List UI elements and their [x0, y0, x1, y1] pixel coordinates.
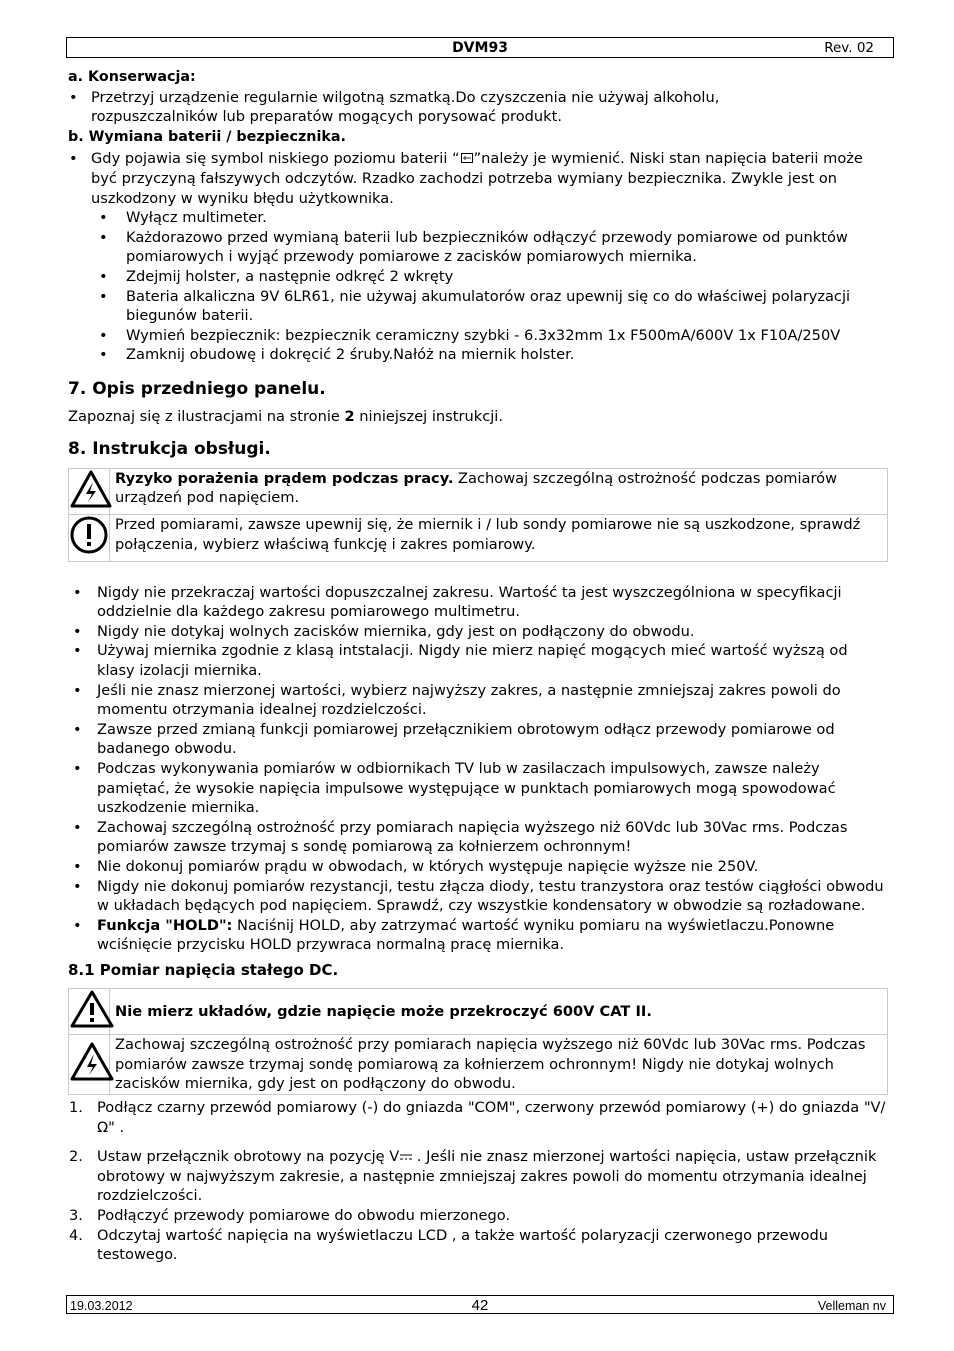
heading-operating-instructions: 8. Instrukcja obsługi.: [68, 438, 271, 459]
list-item: • Każdorazowo przed wymianą baterii lub bezpieczników odłączyć przewody pomiarowe od punktów pomiarowych i wyjąć przewody pomiarowe z zacisków pomiarowych miernika.: [68, 228, 888, 267]
warning-table: Nie mierz układów, gdzie napięcie może przekroczyć 600V CAT II. Zachowaj szczególną ostrożność przy pomiarach napięcia wyższego niż 60Vdc lub 30Vac rms. Podczas pomiarów zawsze trzymaj sondę pomiarową za kołnierzem ochronnym! Nigdy nie dotykaj wolnych zacisków miernika, gdy jest on podłączony do obwodu.: [68, 988, 888, 1095]
caution-warning-icon: [69, 988, 110, 1035]
list-item: • Jeśli nie znasz mierzonej wartości, wybierz najwyższy zakres, a następnie zmniejszaj zakres powoli do momentu otrzymania idealnej rozdzielczości.: [68, 681, 888, 720]
paragraph: Zapoznaj się z ilustracjami na stronie 2 niniejszej instrukcji.: [68, 407, 503, 425]
exclamation-warning-icon: [69, 515, 110, 562]
numbered-step: 3. Podłączyć przewody pomiarowe do obwodu mierzonego.: [69, 1206, 511, 1224]
numbered-step: 4. Odczytaj wartość napięcia na wyświetlaczu LCD , a także wartość polaryzacji czerwonego przewodu testowego.: [69, 1226, 828, 1264]
list-item: • Nie dokonuj pomiarów prądu w obwodach, w których występuje napięcie wyższe nie 250V.: [68, 857, 888, 877]
heading-front-panel: 7. Opis przedniego panelu.: [68, 378, 326, 399]
battery-icon: [461, 153, 473, 163]
document-title: DVM93: [452, 40, 508, 56]
page-header: [66, 37, 894, 58]
heading-dc-voltage: 8.1 Pomiar napięcia stałego DC.: [68, 960, 339, 979]
numbered-step: 1. Podłącz czarny przewód pomiarowy (-) do gniazda "COM", czerwony przewód pomiarowy (+) do gniazda "V/Ω" .: [69, 1098, 886, 1136]
list-item: • Zamknij obudowę i dokręcić 2 śruby.Nałóż na miernik holster.: [68, 345, 888, 365]
electric-shock-warning-icon: [69, 1035, 110, 1095]
page-footer: [66, 1295, 894, 1314]
revision-label: Rev. 02: [824, 40, 874, 56]
footer-date: 19.03.2012: [70, 1299, 133, 1313]
list-item: • Używaj miernika zgodnie z klasą intstalacji. Nigdy nie mierz napięć mogących mieć wartość wyższą od klasy izolacji miernika.: [68, 641, 888, 680]
list-item: • Podczas wykonywania pomiarów w odbiornikach TV lub w zasilaczach impulsowych, zawsze należy pamiętać, że wysokie napięcia impulsowe występujące w punktach pomiarowych mogą spowodować uszkodzenie miernika.: [68, 759, 888, 818]
electric-shock-warning-icon: [69, 468, 110, 515]
list-item: • Przetrzyj urządzenie regularnie wilgotną szmatką.Do czyszczenia nie używaj alkoholu, rozpuszczalników lub preparatów mogących porysować produkt.: [68, 88, 888, 127]
dc-voltage-icon: [399, 1152, 412, 1161]
page-content: [68, 68, 888, 1265]
list-item: • Wyłącz multimeter.: [68, 208, 888, 228]
list-item: • Nigdy nie dokonuj pomiarów rezystancji, testu złącza diody, testu tranzystora oraz testów ciągłości obwodu w układach będących pod napięciem. Sprawdź, czy wszystkie kondensatory w obwodzie są rozładowane.: [68, 877, 888, 916]
list-item: • Nigdy nie dotykaj wolnych zacisków miernika, gdy jest on podłączony do obwodu.: [68, 622, 888, 642]
list-item: • Zawsze przed zmianą funkcji pomiarowej przełącznikiem obrotowym odłącz przewody pomiarowe od badanego obwodu.: [68, 720, 888, 759]
page-number: 42: [471, 1297, 489, 1314]
list-item: • Funkcja "HOLD": Naciśnij HOLD, aby zatrzymać wartość wyniku pomiaru na wyświetlaczu.Ponowne wciśnięcie przycisku HOLD przywraca normalną pracę miernika.: [68, 916, 888, 955]
subheading-battery-replacement: b. Wymiana baterii / bezpiecznika.: [68, 128, 346, 145]
footer-brand: Velleman nv: [817, 1299, 886, 1313]
list-item: • Wymień bezpiecznik: bezpiecznik ceramiczny szybki - 6.3x32mm 1x F500mA/600V 1x F10A/250V: [68, 326, 888, 346]
list-item: • Zachowaj szczególną ostrożność przy pomiarach napięcia wyższego niż 60Vdc lub 30Vac rms. Podczas pomiarów zawsze trzymaj s sondę pomiarową za kołnierzem ochronnym!: [68, 818, 888, 857]
list-item: • Nigdy nie przekraczaj wartości dopuszczalnej zakresu. Wartość ta jest wyszczególniona w specyfikacji oddzielnie dla każdego zakresu pomiarowego multimetru.: [68, 583, 888, 622]
numbered-step: 2. Ustaw przełącznik obrotowy na pozycję V . Jeśli nie znasz mierzonej wartości napięcia, ustaw przełącznik obrotowy w najwyższym zakresie, a następnie zmniejszaj zakres powoli do momentu otrzymania idealnej rozdzielczości.: [69, 1148, 877, 1205]
warning-table: Ryzyko porażenia prądem podczas pracy. Zachowaj szczególną ostrożność podczas pomiarów urządzeń pod napięciem. Przed pomiarami, zawsze upewnij się, że miernik i / lub sondy pomiarowe nie są uszkodzone, sprawdź połączenia, wybierz właściwą funkcję i zakres pomiarowy.: [68, 468, 888, 562]
list-item: • Zdejmij holster, a następnie odkręć 2 wkręty: [68, 267, 888, 287]
subheading-maintenance: a. Konserwacja:: [68, 69, 196, 85]
list-item: • Gdy pojawia się symbol niskiego poziomu baterii “ ”należy je wymienić. Niski stan napięcia baterii może być przyczyną fałszywych odczytów. Rzadko zachodzi potrzeba wymiany bezpiecznika. Zwykle jest on uszkodzony w wyniku błędu użytkownika.: [68, 149, 888, 208]
list-item: • Bateria alkaliczna 9V 6LR61, nie używaj akumulatorów oraz upewnij się co do właściwej polaryzacji biegunów baterii.: [68, 287, 888, 326]
